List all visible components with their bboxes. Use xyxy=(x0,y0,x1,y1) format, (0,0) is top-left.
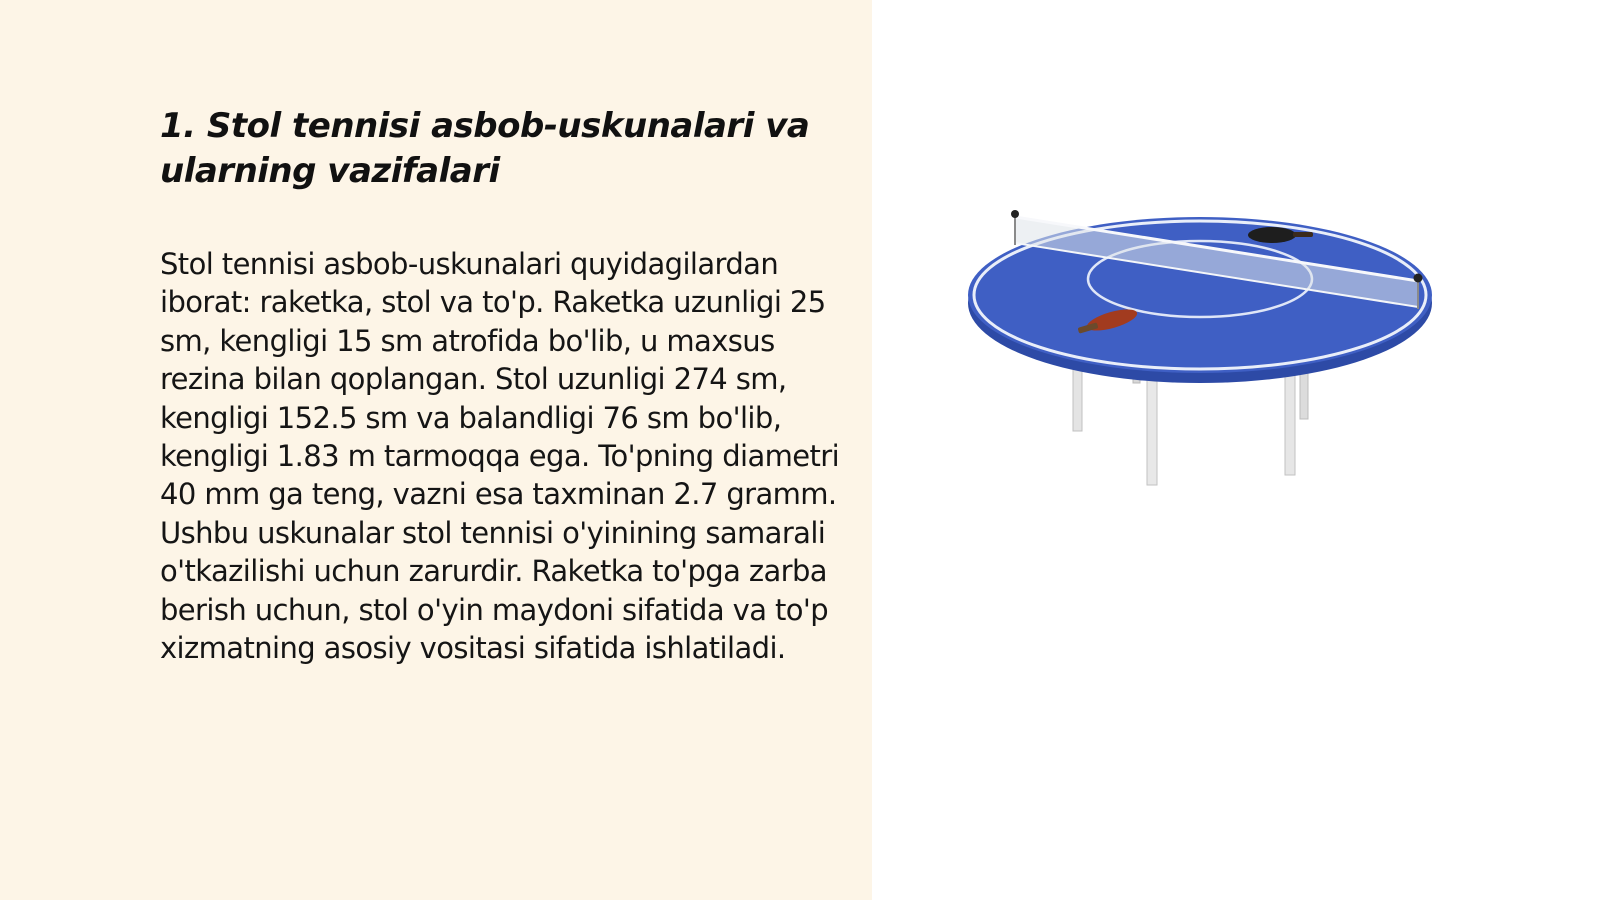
paddle-back-handle xyxy=(1293,232,1313,237)
table-leg xyxy=(1147,367,1157,485)
net-post-knob xyxy=(1414,274,1423,283)
table-leg xyxy=(1285,367,1295,475)
net-post-knob xyxy=(1011,210,1019,218)
slide-title: 1. Stol tennisi asbob-uskunalari va ularning vazifalari xyxy=(160,106,810,191)
slide-body-text: Stol tennisi asbob-uskunalari quyidagilardan iborat: raketka, stol va to'p. Raketka uzunligi 25 sm, kengligi 15 sm atrofida bo'lib, u maxsus rezina bilan qoplangan. Stol uzunligi 274 sm, kengligi 152.5 sm va balandligi 76 sm bo'lib, kengligi 1.83 m tarmoqqa ega. To'pning diametri 40 mm ga teng, vazni esa taxminan 2.7 gramm. Ushbu uskunalar stol tennisi o'yinining samarali o'tkazilishi uchun zarurdir. Raketka to'pga zarba berish uchun, stol o'yin maydoni sifatida va to'p xizmatning asosiy vositasi sifatida ishlatiladi. xyxy=(160,247,840,666)
round-ping-pong-table-icon xyxy=(960,195,1440,505)
paddle-back xyxy=(1248,227,1296,243)
